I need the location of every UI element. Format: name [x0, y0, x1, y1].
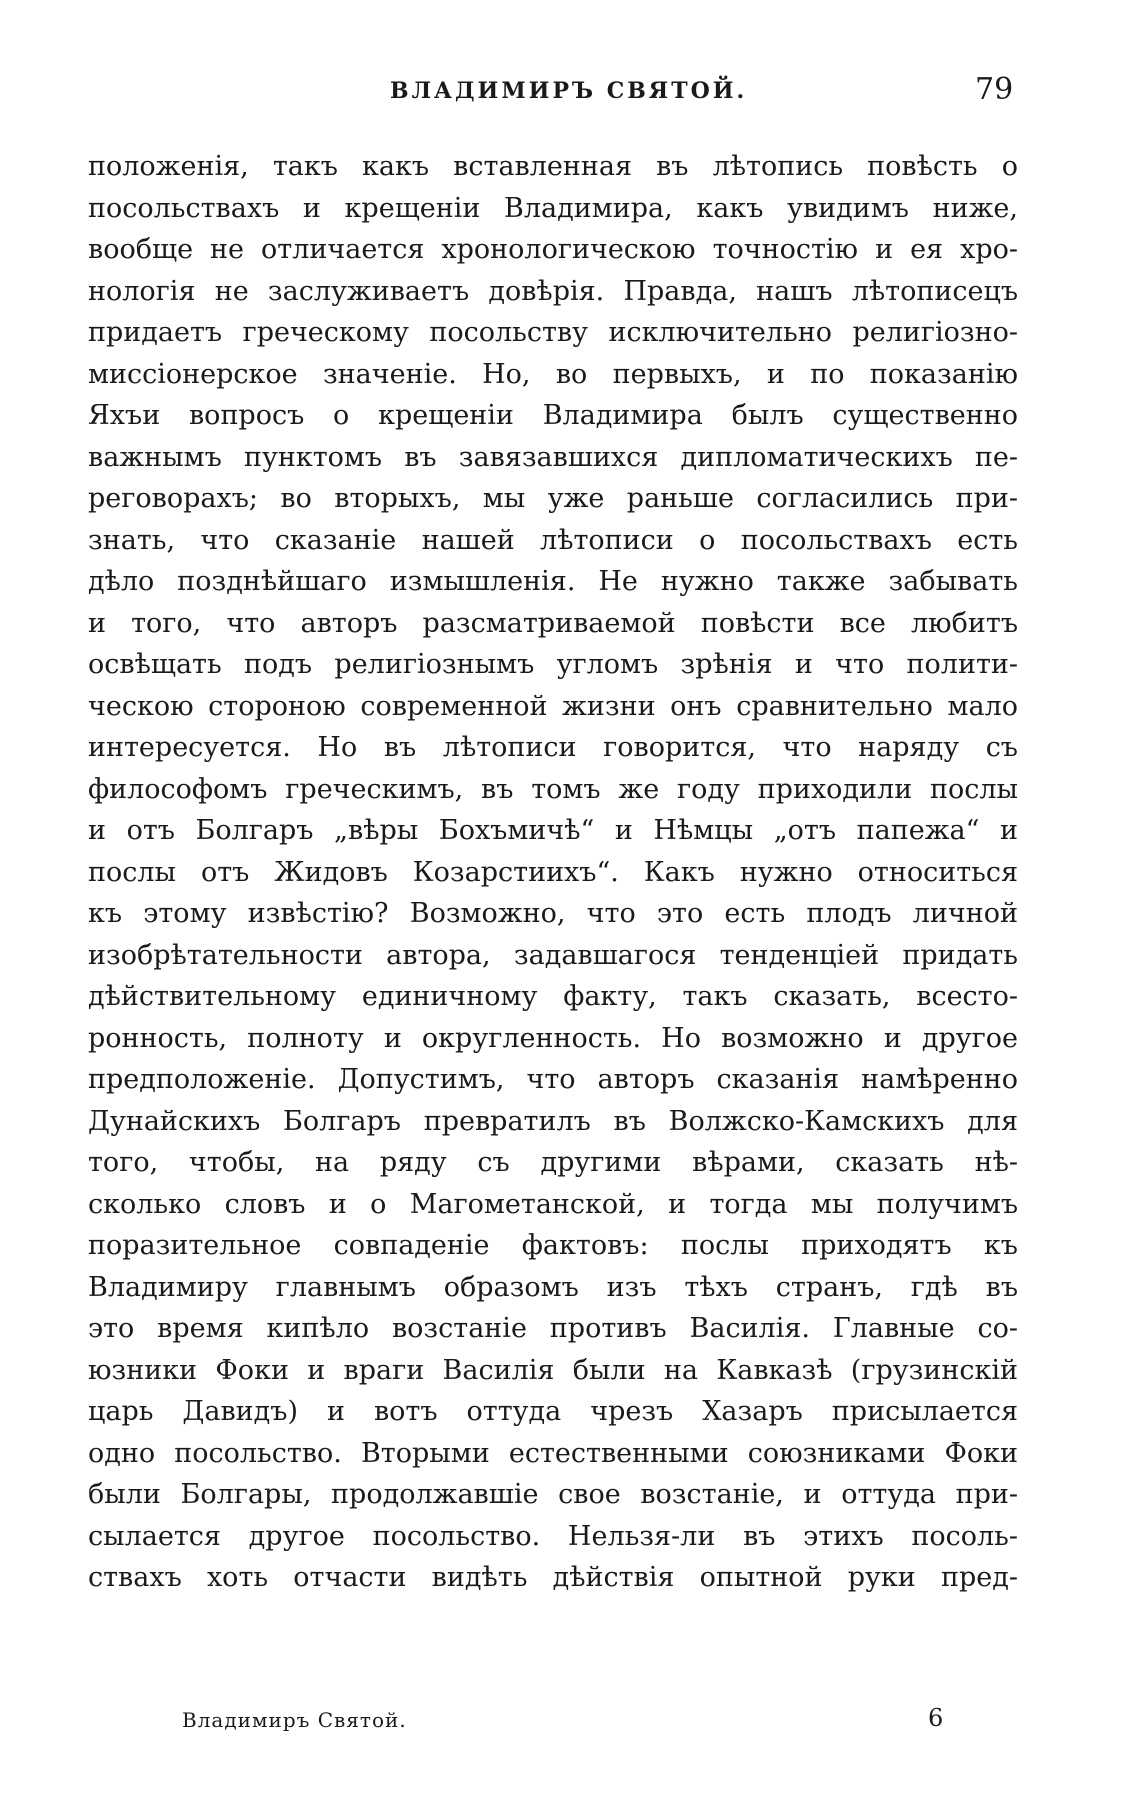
text-line: вообще не отличается хронологическою точностію и ея хро- — [88, 234, 1018, 265]
text-line: были Болгары, продолжавшіе свое возстаніе, и оттуда при- — [88, 1479, 1018, 1510]
text-line: Владимиру главнымъ образомъ изъ тѣхъ странъ, гдѣ въ — [88, 1271, 1018, 1303]
text-line: ствахъ хоть отчасти видѣть дѣйствія опытной руки пред- — [88, 1562, 1018, 1593]
running-head — [0, 72, 1140, 112]
text-line: ронность, полноту и округленность. Но возможно и другое — [88, 1022, 1018, 1054]
text-line: дѣйствительному единичному факту, такъ сказать, всесто- — [88, 981, 1018, 1012]
text-line: того, чтобы, на ряду съ другими вѣрами, сказать нѣ- — [88, 1147, 1018, 1178]
text-line: къ этому извѣстію? Возможно, что это есть плодъ личной — [88, 898, 1018, 929]
text-line: знать, что сказаніе нашей лѣтописи о посольствахъ есть — [88, 524, 1018, 556]
text-line: интересуется. Но въ лѣтописи говорится, что наряду съ — [88, 732, 1018, 763]
text-line: одно посольство. Вторыми естественными союзниками Фоки — [88, 1437, 1018, 1469]
text-line: сколько словъ и о Магометанской, и тогда мы получимъ — [88, 1188, 1018, 1220]
page-number: 79 — [975, 72, 1014, 107]
signature-mark: 6 — [928, 1704, 944, 1732]
text-line: царь Давидъ) и вотъ оттуда чрезъ Хазаръ присылается — [88, 1396, 1018, 1427]
text-line: философомъ греческимъ, въ томъ же году приходили послы — [88, 773, 1018, 805]
footer-title: Владимиръ Святой. — [182, 1708, 407, 1732]
text-line: это время кипѣло возстаніе противъ Василія. Главные со- — [88, 1313, 1018, 1344]
text-line: реговорахъ; во вторыхъ, мы уже раньше согласились при- — [88, 483, 1018, 514]
text-line: изобрѣтательности автора, задавшагося тенденціей придать — [88, 939, 1018, 971]
text-line: послы отъ Жидовъ Козарстиихъ“. Какъ нужно относиться — [88, 856, 1018, 888]
page-footer — [0, 1704, 1140, 1744]
text-line: дѣло позднѣйшаго измышленія. Не нужно также забывать — [88, 566, 1018, 597]
text-line: и отъ Болгаръ „вѣры Бохъмичѣ“ и Нѣмцы „отъ папежа“ и — [88, 815, 1018, 846]
text-line: миссіонерское значеніе. Но, во первыхъ, и по показанію — [88, 358, 1018, 390]
text-line: и того, что авторъ разсматриваемой повѣсти все любитъ — [88, 607, 1018, 639]
text-line: предположеніе. Допустимъ, что авторъ сказанія намѣренно — [88, 1064, 1018, 1095]
text-line: важнымъ пунктомъ въ завязавшихся дипломатическихъ пе- — [88, 441, 1018, 473]
text-line: посольствахъ и крещеніи Владимира, какъ увидимъ ниже, — [88, 192, 1018, 224]
text-line: освѣщать подъ религіознымъ угломъ зрѣнія и что полити- — [88, 649, 1018, 680]
running-title: ВЛАДИМИРЪ СВЯТОЙ. — [390, 78, 748, 104]
text-line: юзники Фоки и враги Василія были на Кавказѣ (грузинскій — [88, 1354, 1018, 1386]
body-text — [88, 146, 1018, 1599]
text-line: поразительное совпаденіе фактовъ: послы приходятъ къ — [88, 1230, 1018, 1261]
text-line: Яхъи вопросъ о крещеніи Владимира былъ существенно — [88, 400, 1018, 431]
text-line: нологія не заслуживаетъ довѣрія. Правда, нашъ лѣтописецъ — [88, 275, 1018, 307]
text-line: придаетъ греческому посольству исключительно религіозно- — [88, 317, 1018, 348]
text-line: ческою стороною современной жизни онъ сравнительно мало — [88, 690, 1018, 722]
text-line: положенія, такъ какъ вставленная въ лѣтопись повѣсть о — [88, 151, 1018, 182]
text-line: Дунайскихъ Болгаръ превратилъ въ Волжско-Камскихъ для — [88, 1105, 1018, 1137]
text-line: сылается другое посольство. Нельзя-ли въ этихъ посоль- — [88, 1520, 1018, 1552]
